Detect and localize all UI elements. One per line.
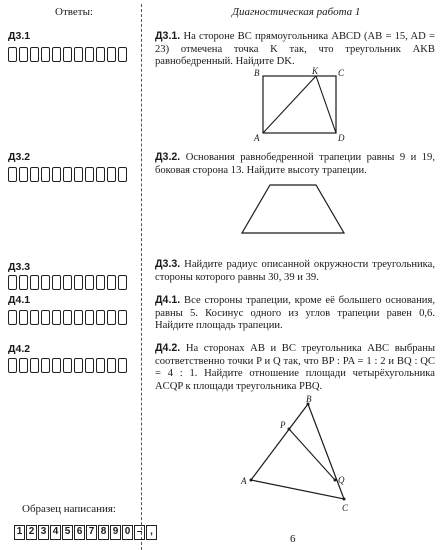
answer-boxes-33[interactable] [8,275,127,290]
task-32-number: Д3.2. [155,151,181,163]
work-title: Диагностическая работа 1 [232,6,361,18]
answer-boxes-31[interactable] [8,47,127,62]
task-33-number: Д3.3. [155,258,181,270]
segment-kd [316,76,336,133]
trapezoid-shape [242,185,344,233]
point-label-q: Q [338,475,345,485]
point-label-a: A [254,133,260,143]
triangle-figure [236,393,356,518]
rect-abcd [263,76,336,133]
task-33 [155,258,435,284]
sample-glyph: 0 [122,525,133,540]
task-31 [155,30,435,69]
answer-label-33: Д3.3 [8,261,31,273]
task-32 [155,151,435,177]
sample-glyph: 5 [62,525,73,540]
task-41-text: Все стороны трапеции, кроме её большего основания, равны 5. Косинус одного из углов трапеции равен 0,6. Найдите площадь трапеции. [155,295,435,331]
sample-glyph: 3 [38,525,49,540]
point-label-b: B [254,68,260,78]
point-a [250,479,253,482]
point-label-d: D [338,133,345,143]
sample-glyph: 6 [74,525,85,540]
answer-boxes-32[interactable] [8,167,127,182]
sample-glyph: 4 [50,525,61,540]
task-42-number: Д4.2. [155,342,181,354]
answer-label-42: Д4.2 [8,343,31,355]
point-label-b: B [306,394,312,404]
point-label-k: K [312,66,319,76]
point-c [343,498,346,501]
point-label-c: C [338,68,345,78]
task-31-text: На стороне BC прямоугольника ABCD (AB = 15, AD = 23) отмечена точка K так, что треугольник AKB равнобедренный. Найдите DK. [155,31,435,67]
point-label-a: A [241,476,247,486]
sample-label: Образец написания: [22,503,116,515]
sample-glyph: 1 [14,525,25,540]
task-31-number: Д3.1. [155,30,181,42]
task-42-text: На сторонах AB и BC треугольника ABC выбраны соответственно точки P и Q так, что BP : PA = 1 : 2 и BQ : QC = 4 : 1. Найдите отношение площади четырёхугольника ACQP к площади треугольника PBQ. [155,343,435,392]
task-41 [155,294,435,333]
triangle-abc [251,404,344,499]
task-33-text: Найдите радиус описанной окружности треугольника, стороны которого равны 30, 39 и 39. [155,259,436,283]
answer-label-41: Д4.1 [8,294,31,306]
segment-ak [263,76,316,133]
answer-boxes-42[interactable] [8,358,127,373]
sample-glyph: – [134,525,145,540]
sample-glyph: 7 [86,525,97,540]
segment-pq [289,429,335,480]
rectangle-figure [248,64,348,144]
sample-glyph: , [146,525,157,540]
answer-label-31: Д3.1 [8,30,31,42]
sample-glyph: 8 [98,525,109,540]
sample-glyph: 2 [26,525,37,540]
task-42 [155,342,435,393]
point-p [288,428,291,431]
point-label-p: P [280,420,286,430]
task-32-text: Основания равнобедренной трапеции равны 9 и 19, боковая сторона 13. Найдите высоту трапеции. [155,152,436,176]
point-label-c: C [342,503,349,513]
sample-digits [14,525,157,540]
sample-glyph: 9 [110,525,121,540]
dashed-divider [141,4,142,550]
answers-title: Ответы: [55,6,94,18]
answer-label-32: Д3.2 [8,151,31,163]
answer-boxes-41[interactable] [8,310,127,325]
task-41-number: Д4.1. [155,294,181,306]
page-number: 6 [290,533,296,545]
trapezoid-figure [240,180,360,240]
point-q [334,479,337,482]
